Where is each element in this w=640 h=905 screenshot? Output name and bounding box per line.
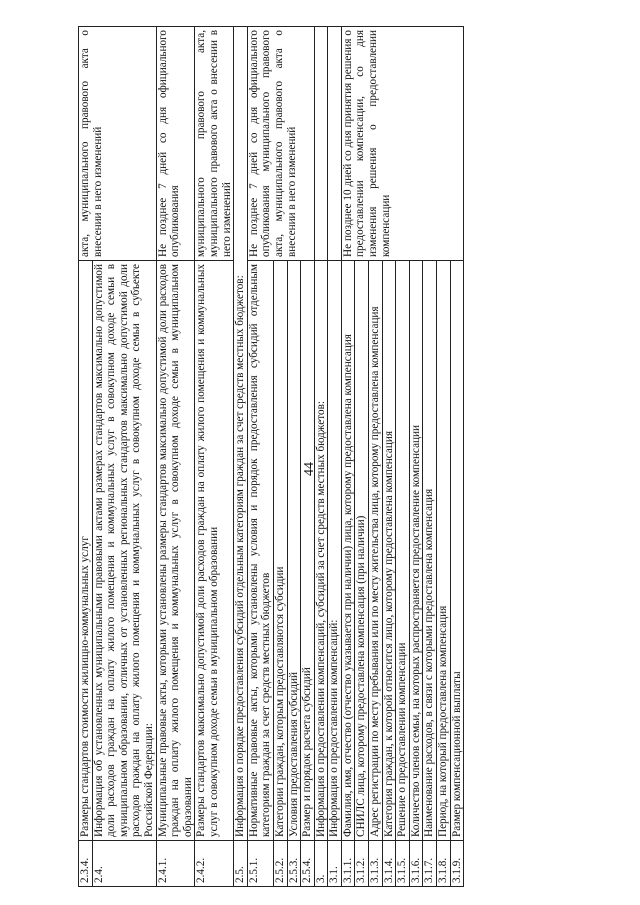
row-description: Размеры стандартов максимально допустимой доли расходов граждан на оплату жилого помещения и коммунальных услуг в совокупном доходе семьи в муниципальном образовании — [195, 261, 234, 841]
table-row — [156, 27, 195, 887]
row-number: 3.1.3. — [369, 841, 383, 887]
row-description: Количество членов семьи, на которых распространяется предоставление компенсации — [409, 261, 423, 841]
row-number: 3.1.5. — [396, 841, 410, 887]
row-description: СНИЛС лица, которому предоставлена компенсация (при наличии) — [355, 261, 369, 841]
page-number: 44 — [302, 462, 317, 476]
row-deadline — [328, 27, 342, 261]
row-description: Информация о предоставлении компенсаций: — [328, 261, 342, 841]
row-description: Решение о предоставлении компенсации — [396, 261, 410, 841]
table-row — [79, 27, 93, 887]
row-number: 2.5.4. — [301, 841, 315, 887]
row-description: Наименование расходов, в связи с которыми предоставлена компенсация — [423, 261, 437, 841]
row-description: Категория граждан, к которой относится лицо, которому предоставлена компенсация — [382, 261, 396, 841]
row-deadline — [314, 27, 328, 261]
row-number: 3.1.7. — [423, 841, 437, 887]
row-number: 2.3.4. — [79, 841, 93, 887]
table-row — [195, 27, 234, 887]
table-row — [328, 27, 342, 887]
row-number: 3.1.2. — [355, 841, 369, 887]
table-row — [247, 27, 273, 887]
row-description: Нормативные правовые акты, которыми установлены условия и порядок предоставления субсидий отдельным категориям граждан за счет средств местных бюджетов — [247, 261, 273, 841]
row-description: Информация об установленных муниципальными правовыми актами размерах стандартов максимально допустимой доли расходов граждан на оплату жилого помещения и коммунальных услуг в совокупном доходе семьи в муниципальном образовании, отличных от установленных региональных стандартов максимально допустимой доли расходов граждан на оплату жилого помещения и коммунальных услуг в совокупном доходе семьи в субъекте Российской Федерации: — [92, 261, 156, 841]
row-description: Фамилия, имя, отчество (отчество указывается при наличии) лица, которому предоставлена компенсация — [341, 261, 355, 841]
row-description: Условия предоставления субсидий — [287, 261, 301, 841]
row-description: Информация о порядке предоставления субсидий отдельным категориям граждан за счет средств местных бюджетов: — [234, 27, 248, 841]
row-number: 2.5.1. — [247, 841, 273, 887]
table-row — [314, 27, 328, 887]
row-description: Размер компенсационной выплаты — [450, 261, 464, 841]
row-number: 3.1.6. — [409, 841, 423, 887]
row-deadline: муниципального правового акта, муниципального правового акта о внесении в него изменений — [195, 27, 234, 261]
row-description: Период, на который предоставлена компенсация — [437, 261, 451, 841]
row-number: 3.1.1. — [341, 841, 355, 887]
row-deadline: Не позднее 7 дней со дня официального опубликования муниципального правового акта, муниципального правового акта о внесении в него изменений — [247, 27, 314, 261]
information-table — [78, 26, 464, 887]
rotated-table-container — [78, 27, 578, 887]
row-description: Адрес регистрации по месту пребывания или по месту жительства лица, которому предоставлена компенсация — [369, 261, 383, 841]
row-number: 2.5. — [234, 841, 248, 887]
row-description: Муниципальные правовые акты, которыми установлены размеры стандартов максимально допустимой доли расходов граждан на оплату жилого помещения и коммунальных услуг в совокупном доходе семьи в муниципальном образовании — [156, 261, 195, 841]
row-description: Размер и порядок расчета субсидий — [301, 261, 315, 841]
table-row — [234, 27, 248, 887]
row-number: 2.4. — [92, 841, 156, 887]
row-number: 3.1.8. — [437, 841, 451, 887]
row-number: 3.1.9. — [450, 841, 464, 887]
row-description: Категории граждан, которым предоставляются субсидии — [273, 261, 287, 841]
row-number: 2.5.2. — [273, 841, 287, 887]
table-row — [341, 27, 355, 887]
row-number: 3. — [314, 841, 328, 887]
row-description: Информация о предоставлении компенсаций, субсидий за счет средств местных бюджетов: — [314, 261, 328, 841]
row-description: Размеры стандартов стоимости жилищно-коммунальных услуг — [79, 261, 93, 841]
row-deadline: акта, муниципального правового акта о внесении в него изменений — [79, 27, 157, 261]
row-number: 3.1. — [328, 841, 342, 887]
row-deadline: Не позднее 7 дней со дня официального опубликования — [156, 27, 195, 261]
row-number: 3.1.4. — [382, 841, 396, 887]
row-number: 2.5.3. — [287, 841, 301, 887]
row-deadline: Не позднее 10 дней со дня принятия решения о предоставлении компенсации, со дня изменения решения о предоставлении компенсации — [341, 27, 463, 261]
row-number: 2.4.2. — [195, 841, 234, 887]
row-number: 2.4.1. — [156, 841, 195, 887]
